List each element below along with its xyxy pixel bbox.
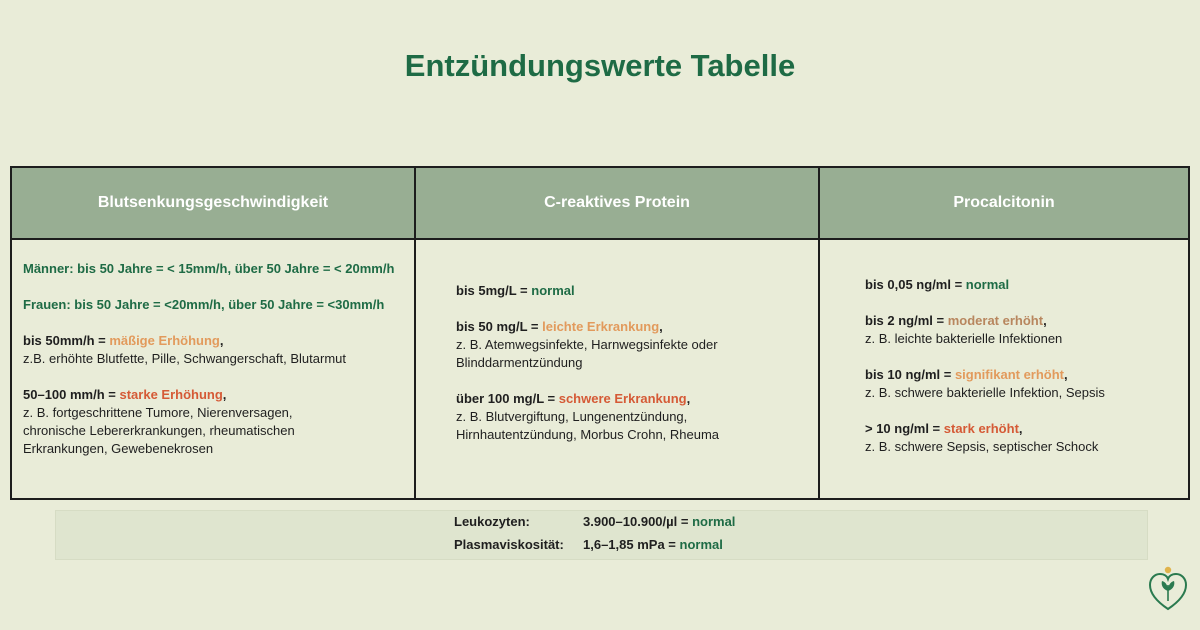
bsg-strong-comma: , xyxy=(222,387,227,402)
bsg-women-line: Frauen: bis 50 Jahre = <20mm/h, über 50 Jahre = <30mm/h xyxy=(23,297,385,312)
cell-bsg xyxy=(12,240,416,498)
crp-entry-normal xyxy=(456,282,808,300)
bsg-entry-moderate xyxy=(23,332,404,368)
pct-content xyxy=(865,276,1178,456)
pct-normal-label: bis 0,05 ng/ml = xyxy=(865,277,966,292)
leukozyten-status: normal xyxy=(692,514,736,529)
crp-severe-status: schwere Erkrankung xyxy=(558,391,687,406)
bsg-content xyxy=(23,260,404,458)
plasma-label: Plasmaviskosität: xyxy=(454,537,564,552)
bsg-strong-desc-2: chronische Lebererkrankungen, rheumatischen xyxy=(23,423,295,438)
crp-normal-label: bis 5mg/L = xyxy=(456,283,532,298)
plasma-status: normal xyxy=(679,537,723,552)
crp-entry-severe xyxy=(456,390,808,444)
pct-moderate-status: moderat erhöht xyxy=(947,313,1044,328)
pct-normal-status: normal xyxy=(965,277,1010,292)
crp-content xyxy=(456,282,808,444)
leaf-heart-icon xyxy=(1148,565,1188,611)
pct-entry-significant xyxy=(865,366,1178,402)
pct-significant-desc: z. B. schwere bakterielle Infektion, Sepsis xyxy=(865,385,1105,400)
pct-moderate-label: bis 2 ng/ml = xyxy=(865,313,948,328)
bsg-moderate-label: bis 50mm/h = xyxy=(23,333,110,348)
crp-severe-comma: , xyxy=(686,391,691,406)
footer-row-leukozyten xyxy=(56,514,1147,534)
bsg-men-line: Männer: bis 50 Jahre = < 15mm/h, über 50 Jahre = < 20mm/h xyxy=(23,261,395,276)
crp-severe-label: über 100 mg/L = xyxy=(456,391,559,406)
crp-light-desc-1: z. B. Atemwegsinfekte, Harnwegsinfekte oder xyxy=(456,337,718,352)
pct-strong-desc: z. B. schwere Sepsis, septischer Schock xyxy=(865,439,1099,454)
crp-light-status: leichte Erkrankung xyxy=(542,319,660,334)
pct-significant-comma: , xyxy=(1064,367,1068,382)
pct-strong-comma: , xyxy=(1018,421,1023,436)
bsg-strong-desc-3: Erkrankungen, Gewebenekrosen xyxy=(23,441,214,456)
crp-normal-status: normal xyxy=(531,283,575,298)
pct-moderate-comma: , xyxy=(1043,313,1047,328)
pct-significant-label: bis 10 ng/ml = xyxy=(865,367,955,382)
header-crp: C-reaktives Protein xyxy=(416,168,820,240)
bsg-moderate-status: mäßige Erhöhung xyxy=(109,333,220,348)
page-title: Entzündungswerte Tabelle xyxy=(404,48,796,83)
crp-entry-light xyxy=(456,318,808,372)
cell-pct xyxy=(820,240,1188,498)
crp-light-label: bis 50 mg/L = xyxy=(456,319,543,334)
leukozyten-value: 3.900–10.900/µl = xyxy=(583,514,693,529)
footer-box xyxy=(55,510,1148,560)
crp-light-comma: , xyxy=(659,319,663,334)
pct-strong-label: > 10 ng/ml = xyxy=(865,421,944,436)
bsg-strong-desc-1: z. B. fortgeschrittene Tumore, Nierenversagen, xyxy=(23,405,293,420)
header-bsg: Blutsenkungsgeschwindigkeit xyxy=(12,168,416,240)
bsg-moderate-comma: , xyxy=(219,333,224,348)
pct-entry-moderate xyxy=(865,312,1178,348)
bsg-entry-strong xyxy=(23,386,404,458)
pct-significant-status: signifikant erhöht xyxy=(954,367,1065,382)
pct-moderate-desc: z. B. leichte bakterielle Infektionen xyxy=(865,331,1063,346)
bsg-moderate-desc: z.B. erhöhte Blutfette, Pille, Schwangerschaft, Blutarmut xyxy=(23,351,346,366)
crp-light-desc-2: Blinddarmentzündung xyxy=(456,355,583,370)
crp-severe-desc-1: z. B. Blutvergiftung, Lungenentzündung, xyxy=(456,409,688,424)
pct-entry-normal xyxy=(865,276,1178,294)
plasma-value: 1,6–1,85 mPa = xyxy=(583,537,680,552)
header-pct: Procalcitonin xyxy=(820,168,1188,240)
bsg-strong-label: 50–100 mm/h = xyxy=(23,387,120,402)
cell-crp xyxy=(416,240,820,498)
pct-strong-status: stark erhöht xyxy=(943,421,1019,436)
pct-entry-strong xyxy=(865,420,1178,456)
footer-row-plasma xyxy=(56,537,1147,557)
bsg-strong-status: starke Erhöhung xyxy=(119,387,223,402)
crp-severe-desc-2: Hirnhautentzündung, Morbus Crohn, Rheuma xyxy=(456,427,720,442)
leukozyten-label: Leukozyten: xyxy=(454,514,530,529)
values-table xyxy=(10,166,1190,500)
